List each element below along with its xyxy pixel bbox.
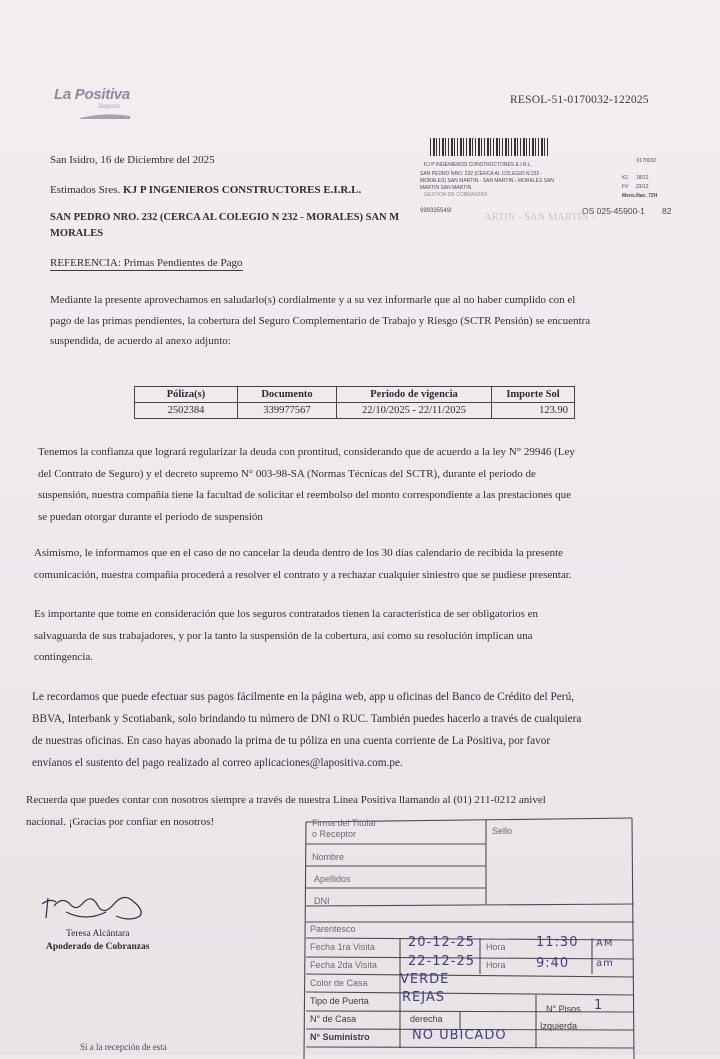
paragraph-line: envíanos el sustento del pago realizado al correo aplicaciones@lapositiva.com.pe. bbox=[32, 757, 403, 770]
stamp-os-num: 82 bbox=[662, 206, 672, 216]
label-suministro: N° Suministro bbox=[310, 1032, 370, 1042]
value-pisos: 1 bbox=[594, 998, 604, 1013]
value-hora-2: 9:40 bbox=[536, 956, 570, 971]
col-header: Póliza(s) bbox=[135, 387, 238, 403]
label-nombre: Nombre bbox=[312, 852, 345, 862]
label-izquierda: Izquierda bbox=[540, 1021, 578, 1031]
paragraph-cancellation bbox=[34, 545, 684, 584]
col-header: Importe Sol bbox=[492, 387, 575, 403]
company-logo: La Positiva bbox=[54, 86, 130, 103]
logo-subtitle: Seguros bbox=[98, 104, 121, 110]
stamp-k1-value: 18/12 bbox=[636, 175, 649, 181]
paragraph-line: pago de las primas pendientes, la cobertura del Seguro Complementario de Trabajo y Riesgo (SCTR Pensión) se encuentra bbox=[50, 314, 591, 327]
value-suministro: NO UBICADO bbox=[412, 1028, 507, 1043]
policy-table bbox=[134, 386, 575, 419]
value-color: VERDE bbox=[400, 972, 450, 987]
stamp-fv-label: FV bbox=[622, 184, 629, 190]
stamp-address-1: SAN PEDRO NRO. 232 (CERCA AL COLEGIO N 232 - bbox=[420, 171, 543, 177]
recipient-company: KJ P INGENIEROS CONSTRUCTORES E.I.R.L. bbox=[123, 184, 362, 196]
stamp-id: 999335549/ bbox=[420, 208, 452, 214]
recipient-address-faded: ARTIN - SAN MARTIN - bbox=[484, 212, 595, 223]
paragraph-line: comunicación, nuestra compañía procederá a resolver el contrato y a rechazar cualquier siniestro que se pudiese presentar. bbox=[34, 568, 572, 581]
resolution-code: RESOL-51-0170032-122025 bbox=[510, 94, 649, 106]
signer-block bbox=[46, 928, 149, 954]
stamp-company: KJ P INGENIEROS CONSTRUCTORES E.I.R.L. bbox=[424, 162, 533, 168]
recipient-address-1: SAN PEDRO NRO. 232 (CERCA AL COLEGIO N 232 - MORALES) SAN M bbox=[50, 212, 400, 223]
value-ampm-1: AM bbox=[596, 938, 614, 949]
paragraph-line: Mediante la presente aprovechamos en saludarlo(s) cordialmente y a su vez informarle que al no haber cumplido con el bbox=[50, 294, 576, 306]
handwritten-signature bbox=[36, 882, 156, 926]
stamp-address-3: MARTIN SAN MARTIN bbox=[420, 185, 472, 191]
value-ampm-2: am bbox=[596, 958, 614, 969]
paragraph-line: Tenemos la confianza que logrará regularizar la deuda con prontitud, considerando que de acuerdo a la ley N° 29946 (Ley bbox=[38, 446, 575, 458]
label-fecha-2: Fecha 2da Visita bbox=[310, 960, 377, 970]
stamp-code: 0170032 bbox=[636, 158, 656, 164]
value-fecha-2: 22-12-25 bbox=[408, 954, 476, 969]
reference-text: REFERENCIA: Primas Pendientes de Pago bbox=[50, 257, 243, 269]
signer-name: Teresa Alcántara bbox=[66, 929, 130, 939]
paragraph-line: nacional. ¡Gracias por confiar en nosotros! bbox=[26, 815, 215, 828]
table-header-row bbox=[135, 387, 575, 403]
paragraph-line: suspendida, de acuerdo al anexo adjunto: bbox=[50, 335, 231, 348]
table-row bbox=[135, 403, 575, 419]
value-hora-1: 11:30 bbox=[536, 935, 579, 950]
label-pisos: N° Pisos bbox=[546, 1004, 581, 1014]
label-parentesco: Parentesco bbox=[310, 924, 356, 934]
table-cell: 22/10/2025 - 22/11/2025 bbox=[337, 403, 492, 419]
label-hora-2: Hora bbox=[486, 960, 506, 970]
table-cell: 123.90 bbox=[492, 403, 575, 419]
paragraph-line: del Contrato de Seguro) y el decreto supremo N° 003-98-SA (Normas Técnicas del SCTR), durante el periodo de bbox=[38, 467, 536, 480]
table-cell: 2502384 bbox=[135, 403, 238, 419]
label-firma-1: Firma del Titular bbox=[312, 818, 377, 828]
label-tipo-puerta: Tipo de Puerta bbox=[310, 996, 369, 1006]
label-color: Color de Casa bbox=[310, 978, 368, 988]
logo-swoosh-icon bbox=[80, 113, 130, 119]
delivery-receipt-form bbox=[300, 814, 636, 1059]
greeting-prefix: Estimados Sres. bbox=[50, 184, 121, 196]
stamp-address-2: MORALES) SAN MARTIN - SAN MARTIN - MORALES SAN bbox=[420, 178, 555, 184]
paragraph-line: de nuestras oficinas. En caso hayas abonado la prima de tu póliza en una cuenta corriente de La Positiva, por favor bbox=[32, 735, 551, 748]
label-derecha: derecha bbox=[410, 1014, 443, 1024]
reference-line bbox=[50, 255, 243, 273]
paragraph-line: contingencia. bbox=[34, 651, 93, 664]
label-firma-2: o Receptor bbox=[312, 829, 357, 839]
paragraph-line: Asimismo, le informamos que en el caso de no cancelar la deuda dentro de los 30 días calendario de recibida la presente bbox=[34, 547, 564, 559]
paragraph-line: se puedan otorgar durante el periodo de suspensión bbox=[38, 510, 263, 523]
label-hora-1: Hora bbox=[486, 942, 506, 952]
label-num-casa: N° de Casa bbox=[310, 1014, 357, 1024]
barcode bbox=[430, 138, 548, 156]
footer-partial-text: Si a la recepción de esta bbox=[80, 1042, 167, 1052]
table-cell: 339977567 bbox=[238, 403, 337, 419]
paragraph-line: Le recordamos que puede efectuar sus pagos fácilmente en la página web, app u oficinas del Banco de Crédito del Perú, bbox=[32, 691, 575, 703]
label-apellidos: Apellidos bbox=[314, 874, 351, 884]
paragraph-line: Recuerda que puedes contar con nosotros siempre a través de nuestra Línea Positiva llamando al (01) 211-0212 anivel bbox=[26, 794, 546, 806]
stamp-k1-label: K1 bbox=[622, 175, 629, 181]
signer-title: Apoderado de Cobranzas bbox=[46, 941, 150, 952]
value-tipo-puerta: REJAS bbox=[402, 990, 445, 1005]
paragraph-line: BBVA, Interbank y Scotiabank, solo brindando tu número de DNI o RUC. También puedes hacerlo a través de cualquiera bbox=[32, 713, 582, 726]
paragraph-law bbox=[38, 444, 688, 526]
paragraph-line: suspensión, nuestra compañía tiene la facultad de solicitar el reembolso del monto correspondiente a las prestaciones que bbox=[38, 489, 572, 502]
paragraph-line: Es importante que tome en consideración que los seguros contratados tienen la característica de ser obligatorios en bbox=[34, 608, 538, 620]
col-header: Documento bbox=[238, 387, 337, 403]
stamp-fv-value: 23/12 bbox=[636, 184, 649, 190]
paragraph-payments bbox=[32, 688, 692, 772]
greeting bbox=[50, 182, 361, 200]
reception-stamp bbox=[420, 138, 658, 216]
recipient-address-2: MORALES bbox=[50, 228, 104, 239]
label-dni: DNI bbox=[314, 896, 330, 906]
paragraph-obligation bbox=[34, 606, 684, 667]
paragraph-line: salvaguarda de sus trabajadores, y por la tanto la suspensión de la cobertura, así como su resolución implican una bbox=[34, 629, 533, 642]
label-sello: Sello bbox=[492, 826, 513, 836]
stamp-department: GESTION DE COBRANZAS bbox=[424, 192, 488, 198]
paragraph-intro bbox=[50, 292, 680, 351]
letter-date: San Isidro, 16 de Diciembre del 2025 bbox=[50, 154, 215, 166]
stamp-os: OS 025-45900-1 bbox=[582, 206, 645, 216]
value-fecha-1: 20-12-25 bbox=[408, 935, 476, 950]
stamp-mens: Mens.Nac. 72H bbox=[622, 193, 658, 199]
label-fecha-1: Fecha 1ra Visita bbox=[310, 942, 375, 952]
col-header: Periodo de vigencia bbox=[337, 387, 492, 403]
